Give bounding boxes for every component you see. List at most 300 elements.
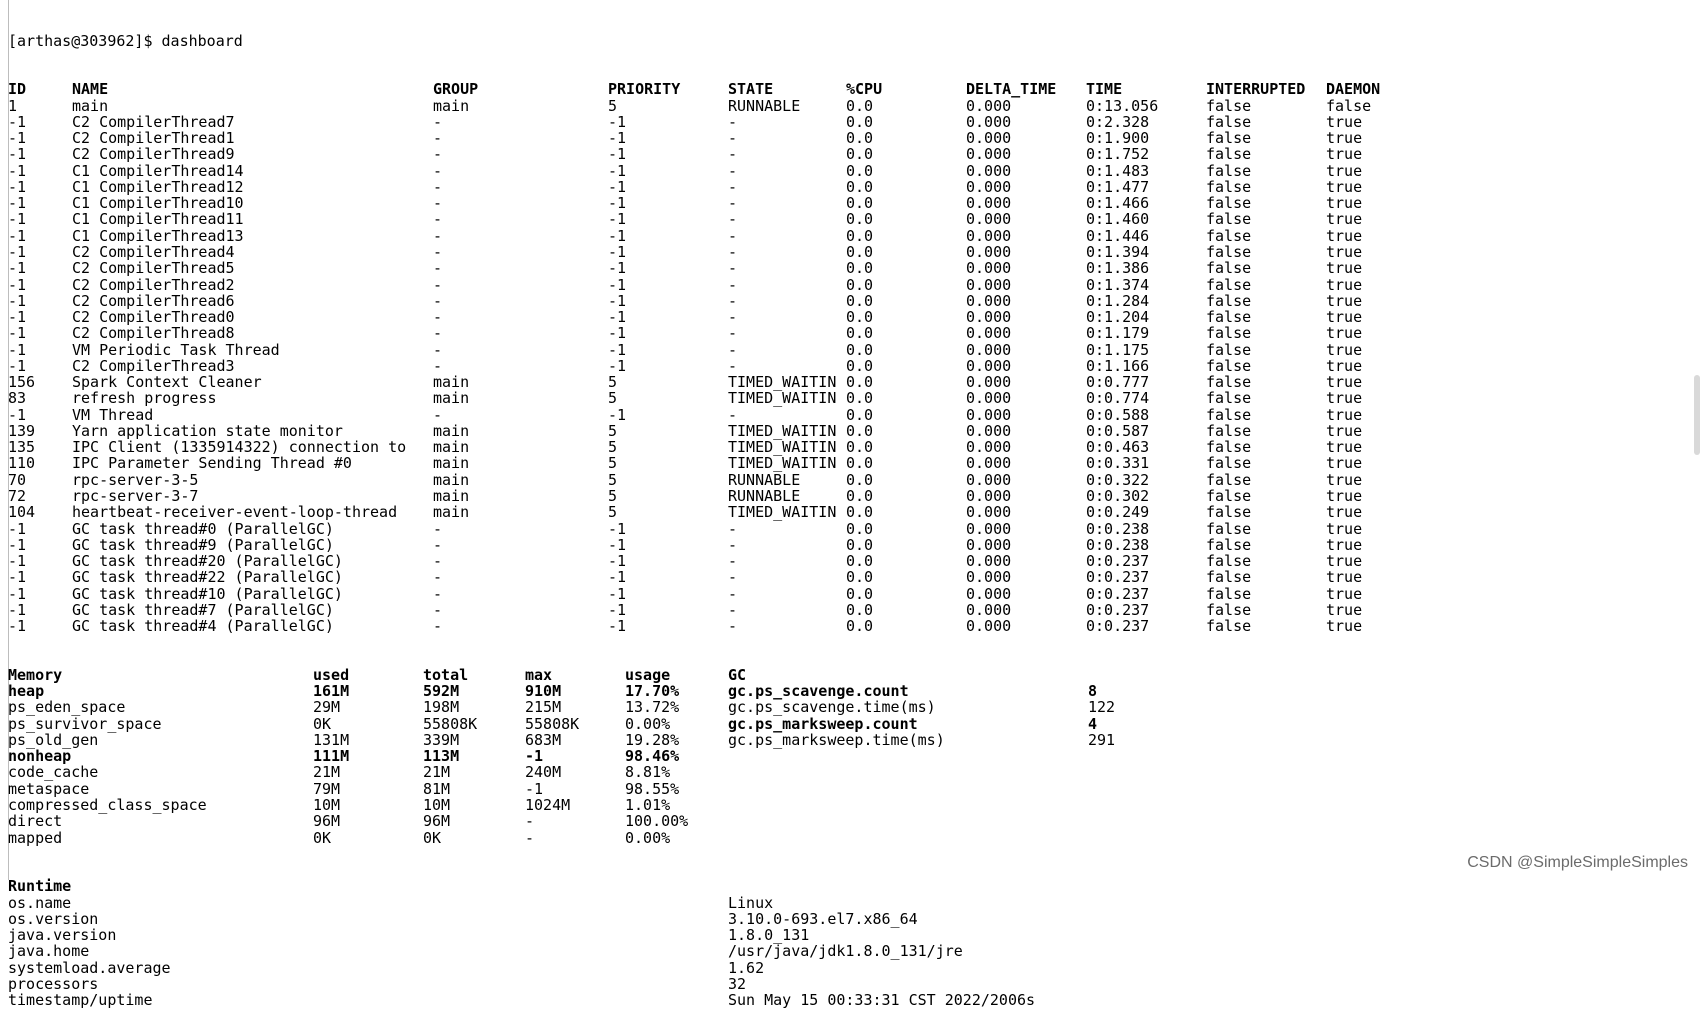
thread-cell: -1 [8,568,27,587]
thread-cell: 0:0.238 [1086,535,1150,554]
thread-cell: -1 [8,129,27,148]
thread-cell: - [433,405,443,424]
thread-cell: 0:0.237 [1086,552,1150,571]
thread-cell: 0.0 [846,584,874,603]
thread-cell: - [433,145,443,164]
runtime-cell: processors [8,974,99,993]
thread-cell: 0.0 [846,454,874,473]
thread-cell: -1 [608,112,627,131]
thread-cell: 0:0.777 [1086,373,1150,392]
memory-cell: ps_old_gen [8,730,99,749]
thread-cell: -1 [608,584,627,603]
thread-cell: - [433,568,443,587]
thread-cell: C2 CompilerThread7 [72,112,235,131]
thread-cell: 135 [8,438,36,457]
thread-cell: main [433,373,470,392]
memory-cell: 240M [525,763,562,782]
thread-cell: 5 [608,421,618,440]
thread-cell: main [433,438,470,457]
thread-cell: 0:0.322 [1086,470,1150,489]
memory-cell: 21M [423,763,451,782]
thread-cell: 0.000 [966,535,1012,554]
thread-cell: -1 [608,194,627,213]
thread-cell: false [1206,96,1252,115]
thread-cell: 0:0.238 [1086,519,1150,538]
gc-cell: gc.ps_marksweep.count [728,714,918,733]
memory-cell: 55808K [525,714,580,733]
thread-cell: 0:1.466 [1086,194,1150,213]
runtime-cell: Sun May 15 00:33:31 CST 2022/2006s [728,991,1036,1010]
thread-cell: - [728,194,738,213]
thread-cell: 0.000 [966,389,1012,408]
thread-cell: TIMED_WAITIN [728,454,837,473]
watermark: CSDN @SimpleSimpleSimples [1467,854,1688,871]
thread-cell: false [1206,129,1252,148]
column-header: ID [8,80,27,99]
thread-cell: 0.000 [966,340,1012,359]
thread-row [8,194,1363,213]
thread-cell: 0:1.386 [1086,259,1150,278]
thread-cell: true [1326,438,1363,457]
thread-cell: true [1326,210,1363,229]
thread-cell: false [1206,373,1252,392]
thread-cell: true [1326,112,1363,131]
thread-cell: 0.000 [966,259,1012,278]
thread-cell: C2 CompilerThread3 [72,356,235,375]
thread-cell: -1 [8,405,27,424]
thread-cell: 0.0 [846,242,874,261]
thread-cell: - [728,568,738,587]
thread-cell: 0:0.237 [1086,600,1150,619]
thread-cell: 0.000 [966,242,1012,261]
memory-gc-section [8,665,1116,847]
thread-cell: main [72,96,109,115]
thread-cell: 0.0 [846,291,874,310]
thread-cell: -1 [8,112,27,131]
thread-cell: 0.0 [846,389,874,408]
thread-row [8,600,1363,619]
thread-cell: 0:0.237 [1086,617,1150,636]
thread-cell: 0.0 [846,96,874,115]
memory-column-header: usage [625,665,671,684]
thread-cell: Yarn application state monitor [72,421,343,440]
gc-cell: 291 [1088,730,1116,749]
thread-cell: 0.000 [966,96,1012,115]
thread-cell: 0:0.249 [1086,503,1150,522]
column-header: GROUP [433,80,479,99]
thread-cell: -1 [608,308,627,327]
thread-cell: true [1326,535,1363,554]
thread-cell: true [1326,373,1363,392]
thread-cell: true [1326,259,1363,278]
thread-cell: C2 CompilerThread6 [72,291,235,310]
thread-cell: false [1206,421,1252,440]
thread-cell: C2 CompilerThread5 [72,259,235,278]
column-header: STATE [728,80,774,99]
column-header: INTERRUPTED [1206,80,1306,99]
column-header: DELTA_TIME [966,80,1057,99]
thread-cell: -1 [608,129,627,148]
thread-cell: VM Periodic Task Thread [72,340,280,359]
gc-cell: gc.ps_scavenge.time(ms) [728,698,936,717]
thread-row [8,356,1363,375]
thread-cell: 0.0 [846,194,874,213]
thread-cell: -1 [608,535,627,554]
thread-cell: false [1206,291,1252,310]
memory-cell: 1.01% [625,796,671,815]
memory-cell: heap [8,682,45,701]
thread-cell: - [433,129,443,148]
memory-cell: 79M [313,779,341,798]
memory-cell: code_cache [8,763,99,782]
thread-row [8,324,1363,343]
thread-cell: -1 [608,600,627,619]
thread-row [8,519,1363,538]
thread-cell: 0.0 [846,259,874,278]
thread-cell: false [1206,242,1252,261]
memory-cell: 19.28% [625,730,680,749]
thread-cell: 5 [608,503,618,522]
thread-cell: -1 [608,617,627,636]
memory-row [8,682,1098,701]
thread-cell: - [728,324,738,343]
gc-cell: gc.ps_marksweep.time(ms) [728,730,945,749]
thread-row [8,584,1363,603]
thread-cell: 0.000 [966,112,1012,131]
memory-column-header: Memory [8,665,63,684]
thread-row [8,259,1363,278]
thread-cell: true [1326,519,1363,538]
thread-cell: 0:13.056 [1086,96,1159,115]
thread-cell: 0.0 [846,503,874,522]
thread-cell: -1 [608,519,627,538]
memory-row [8,698,1116,717]
thread-cell: 104 [8,503,36,522]
thread-cell: - [728,242,738,261]
thread-cell: -1 [608,210,627,229]
thread-cell: -1 [8,291,27,310]
thread-cell: VM Thread [72,405,154,424]
thread-row [8,210,1363,229]
thread-cell: 0.0 [846,552,874,571]
thread-cell: true [1326,600,1363,619]
thread-cell: - [433,600,443,619]
memory-cell: - [525,812,535,831]
thread-cell: main [433,503,470,522]
thread-cell: -1 [608,291,627,310]
thread-cell: RUNNABLE [728,486,801,505]
thread-cell: main [433,486,470,505]
thread-cell: 0:1.166 [1086,356,1150,375]
gc-cell: 8 [1088,682,1098,701]
thread-cell: 0.000 [966,373,1012,392]
memory-cell: 910M [525,682,562,701]
thread-cell: main [433,421,470,440]
memory-cell: 100.00% [625,812,689,831]
thread-cell: 0.000 [966,421,1012,440]
thread-cell: false [1206,259,1252,278]
thread-cell: -1 [608,161,627,180]
thread-cell: - [433,242,443,261]
memory-row [8,730,1116,749]
thread-cell: true [1326,291,1363,310]
thread-row [8,405,1363,424]
thread-cell: -1 [8,340,27,359]
thread-cell: - [433,308,443,327]
thread-cell: 5 [608,470,618,489]
thread-cell: -1 [608,145,627,164]
thread-cell: 0.000 [966,519,1012,538]
thread-row [8,177,1363,196]
thread-cell: false [1206,503,1252,522]
runtime-cell: 32 [728,974,747,993]
memory-cell: 0.00% [625,714,671,733]
thread-cell: -1 [8,145,27,164]
runtime-cell: /usr/java/jdk1.8.0_131/jre [728,942,963,961]
thread-cell: 0:1.284 [1086,291,1150,310]
thread-table-header [8,80,1381,99]
memory-cell: 339M [423,730,460,749]
memory-cell: 0.00% [625,828,671,847]
thread-row [8,291,1363,310]
thread-cell: 0:1.175 [1086,340,1150,359]
runtime-row [8,958,765,977]
memory-cell: -1 [525,779,544,798]
thread-cell: 0:1.374 [1086,275,1150,294]
thread-cell: 0:1.460 [1086,210,1150,229]
thread-cell: false [1206,389,1252,408]
thread-row [8,568,1363,587]
column-header: NAME [72,80,109,99]
memory-cell: 98.55% [625,779,680,798]
thread-cell: 0.000 [966,226,1012,245]
thread-cell: false [1206,194,1252,213]
thread-cell: 1 [8,96,18,115]
thread-cell: TIMED_WAITIN [728,421,837,440]
thread-cell: 0.000 [966,308,1012,327]
thread-cell: -1 [608,177,627,196]
thread-cell: 0.000 [966,177,1012,196]
thread-cell: 5 [608,96,618,115]
thread-cell: 0.000 [966,584,1012,603]
thread-cell: -1 [8,226,27,245]
thread-cell: C2 CompilerThread4 [72,242,235,261]
thread-cell: false [1206,535,1252,554]
thread-cell: 0:0.237 [1086,568,1150,587]
thread-cell: - [728,259,738,278]
gc-cell: 4 [1088,714,1098,733]
thread-cell: 0:1.752 [1086,145,1150,164]
memory-row [8,747,680,766]
thread-cell: false [1206,210,1252,229]
thread-cell: true [1326,242,1363,261]
thread-cell: true [1326,503,1363,522]
thread-cell: - [433,161,443,180]
thread-cell: -1 [608,568,627,587]
thread-cell: - [433,194,443,213]
thread-row [8,161,1363,180]
thread-cell: IPC Parameter Sending Thread #0 [72,454,352,473]
thread-row [8,535,1363,554]
thread-cell: 0.0 [846,486,874,505]
memory-cell: 13.72% [625,698,680,717]
thread-cell: 0.0 [846,438,874,457]
thread-cell: 139 [8,421,36,440]
runtime-cell: 1.62 [728,958,765,977]
thread-cell: - [728,535,738,554]
memory-cell: direct [8,812,63,831]
thread-cell: TIMED_WAITIN [728,438,837,457]
memory-cell: nonheap [8,747,72,766]
thread-cell: 83 [8,389,27,408]
thread-cell: - [728,405,738,424]
memory-cell: 8.81% [625,763,671,782]
command-prompt: [arthas@303962]$ dashboard [8,31,243,50]
thread-cell: TIMED_WAITIN [728,373,837,392]
runtime-section [8,877,1036,1010]
thread-cell: - [433,340,443,359]
thread-cell: 0.000 [966,600,1012,619]
memory-cell: mapped [8,828,63,847]
memory-row [8,828,671,847]
thread-cell: 0.0 [846,308,874,327]
memory-cell: 683M [525,730,562,749]
thread-cell: 0:1.394 [1086,242,1150,261]
memory-cell: ps_survivor_space [8,714,162,733]
thread-cell: TIMED_WAITIN [728,389,837,408]
thread-cell: false [1206,552,1252,571]
thread-cell: -1 [8,242,27,261]
thread-cell: C1 CompilerThread10 [72,194,244,213]
thread-cell: 0.0 [846,600,874,619]
memory-cell: 96M [313,812,341,831]
runtime-row [8,926,810,945]
thread-cell: -1 [8,177,27,196]
thread-cell: 0.0 [846,405,874,424]
thread-cell: true [1326,161,1363,180]
thread-cell: - [433,584,443,603]
thread-cell: 0.000 [966,324,1012,343]
memory-cell: 0K [313,828,332,847]
thread-cell: - [433,226,443,245]
thread-cell: -1 [8,600,27,619]
thread-cell: 5 [608,438,618,457]
thread-cell: true [1326,421,1363,440]
thread-cell: 0:0.331 [1086,454,1150,473]
thread-cell: true [1326,177,1363,196]
thread-cell: C1 CompilerThread13 [72,226,244,245]
thread-cell: GC task thread#4 (ParallelGC) [72,617,334,636]
thread-cell: -1 [608,552,627,571]
thread-cell: -1 [608,324,627,343]
thread-cell: 0:1.900 [1086,129,1150,148]
runtime-cell: os.version [8,909,99,928]
thread-cell: TIMED_WAITIN [728,503,837,522]
thread-cell: false [1206,324,1252,343]
thread-cell: 0:0.588 [1086,405,1150,424]
thread-cell: - [728,161,738,180]
thread-cell: true [1326,145,1363,164]
memory-cell: 131M [313,730,350,749]
memory-cell: - [525,828,535,847]
thread-cell: 0.0 [846,617,874,636]
thread-row [8,373,1363,392]
memory-cell: 55808K [423,714,478,733]
thread-cell: - [728,177,738,196]
runtime-cell: java.version [8,926,117,945]
thread-cell: true [1326,194,1363,213]
memory-row [8,714,1098,733]
memory-cell: 113M [423,747,460,766]
thread-cell: - [728,112,738,131]
thread-cell: 0.0 [846,177,874,196]
runtime-cell: 3.10.0-693.el7.x86_64 [728,909,918,928]
memory-row [8,796,671,815]
runtime-cell: 1.8.0_131 [728,926,810,945]
thread-cell: RUNNABLE [728,470,801,489]
thread-cell: false [1326,96,1372,115]
thread-cell: 0.000 [966,356,1012,375]
runtime-row [8,942,963,961]
thread-cell: GC task thread#10 (ParallelGC) [72,584,343,603]
thread-row [8,226,1363,245]
thread-cell: 0.000 [966,161,1012,180]
thread-cell: false [1206,161,1252,180]
column-header: PRIORITY [608,80,681,99]
thread-row [8,389,1363,408]
thread-cell: IPC Client (1335914322) connection to [72,438,407,457]
runtime-cell: java.home [8,942,90,961]
scrollbar-thumb[interactable] [1694,375,1700,455]
memory-cell: 592M [423,682,460,701]
memory-cell: compressed_class_space [8,796,207,815]
thread-cell: C2 CompilerThread1 [72,129,235,148]
thread-cell: - [433,324,443,343]
thread-cell: 70 [8,470,27,489]
thread-cell: - [433,535,443,554]
thread-cell: -1 [8,259,27,278]
thread-cell: main [433,96,470,115]
thread-cell: true [1326,129,1363,148]
thread-cell: 0.0 [846,129,874,148]
thread-cell: -1 [608,226,627,245]
column-header: DAEMON [1326,80,1381,99]
thread-cell: -1 [8,552,27,571]
gc-header: GC [728,665,747,684]
thread-cell: 0.0 [846,340,874,359]
thread-cell: -1 [8,308,27,327]
thread-cell: -1 [608,242,627,261]
runtime-cell: systemload.average [8,958,171,977]
thread-cell: 0:0.302 [1086,486,1150,505]
thread-cell: 0:0.774 [1086,389,1150,408]
thread-row [8,275,1363,294]
thread-cell: 5 [608,454,618,473]
thread-cell: true [1326,552,1363,571]
runtime-header [8,878,243,894]
memory-cell: 215M [525,698,562,717]
runtime-cell: os.name [8,893,72,912]
thread-cell: -1 [8,210,27,229]
gc-cell: gc.ps_scavenge.count [728,682,909,701]
thread-cell: GC task thread#7 (ParallelGC) [72,600,334,619]
thread-cell: 5 [608,389,618,408]
thread-cell: 0.000 [966,194,1012,213]
thread-cell: 0.0 [846,373,874,392]
thread-cell: 0.0 [846,421,874,440]
memory-cell: -1 [525,747,544,766]
thread-cell: 0.000 [966,552,1012,571]
